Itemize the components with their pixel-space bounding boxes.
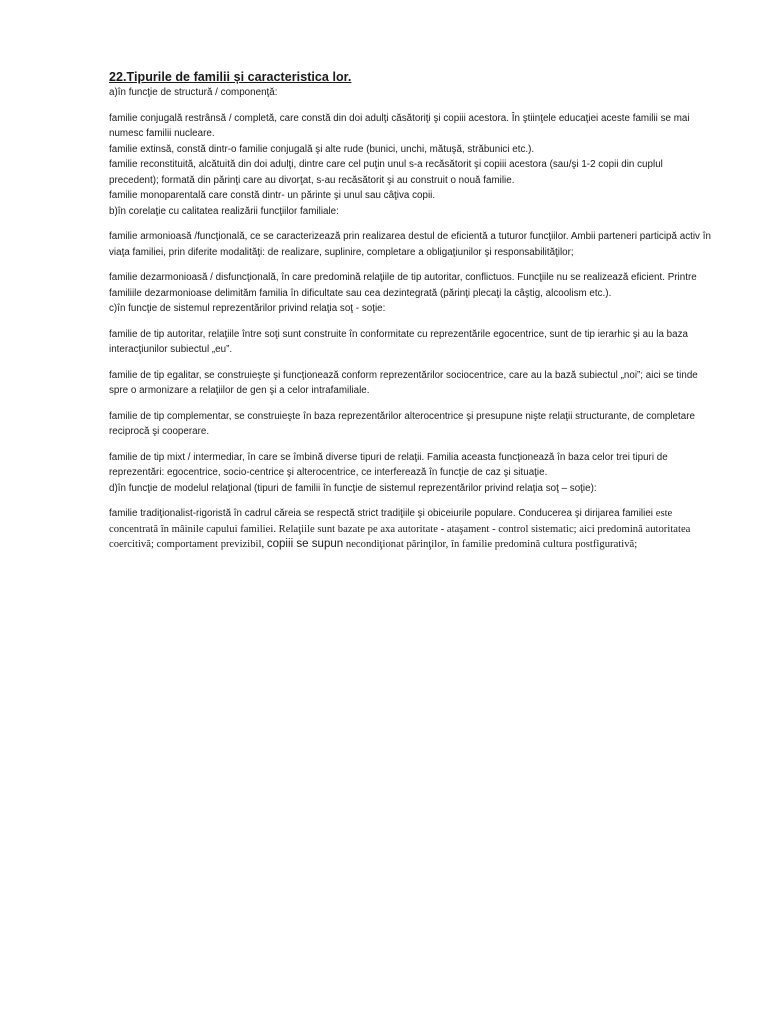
spacer	[109, 399, 715, 409]
document-page	[109, 70, 715, 553]
traditionalist-text-part-3: copiii se supun	[266, 538, 344, 550]
paragraph-monoparental-family: familie monoparentală care constă dintr- un părinte şi unul sau câţiva copii.	[109, 190, 436, 201]
spacer	[109, 317, 715, 327]
section-b-heading: b)în corelaţie cu calitatea realizării funcţiilor familiale:	[109, 205, 339, 217]
traditionalist-text-part-4: necondiţionat părinţilor, în familie predomină cultura postfigurativă;	[343, 539, 638, 550]
document-title: 22.Tipurile de familii și caracteristica lor.	[109, 70, 352, 84]
paragraph-mixed-family: familie de tip mixt / intermediar, în care se îmbină diverse tipuri de relaţii. Familia aceasta funcţionează în baza celor trei tipuri de reprezentări: egocentrice, socio-centrice şi alterocentrice, ce interferează în funcţie de caz şi situaţie.	[109, 451, 668, 478]
spacer	[109, 440, 715, 450]
spacer	[109, 496, 715, 506]
paragraph-extended-family: familie extinsă, constă dintr-o familie conjugală şi alte rude (bunici, unchi, mătuşă, străbunici etc.).	[109, 143, 535, 155]
paragraph-authoritarian-family: familie de tip autoritar, relaţiile între soţi sunt construite în conformitate cu reprezentările egocentrice, sunt de tip ierarhic şi au la baza interacţiunilor subiectul „eu”.	[109, 328, 689, 355]
traditionalist-text-part-1: familie tradiţionalist-rigoristă în cadrul căreia se respectă strict tradiţiile şi obiceiurile populare. Conducerea şi dirijarea familiei	[109, 508, 656, 519]
paragraph-dysfunctional-family: familie dezarmonioasă / disfuncţională, în care predomină relaţiile de tip autoritar, conflictuos. Funcţiile nu se realizează eficient. Printre familiile dezarmonioase delimităm familia în dificultate sau cea dezintegrată (părinţi plecaţi la câştig, alcoolism etc.).	[109, 272, 697, 299]
section-d-heading: d)în funcţie de modelul relaţional (tipuri de familii în funcţie de sistemul reprezentărilor privind relaţia soţ – soţie):	[109, 482, 597, 494]
paragraph-conjugal-family: familie conjugală restrânsă / completă, care constă din doi adulţi căsătoriţi şi copiii acestora. În ştiinţele educaţiei aceste familii se mai numesc familii nucleare.	[109, 112, 690, 139]
spacer	[109, 260, 715, 270]
paragraph-harmonious-family: familie armonioasă /funcţională, ce se caracterizează prin realizarea destul de eficientă a tuturor funcţiilor. Ambii parteneri participă activ în viaţa familiei, prin diferite modalităţi: de realizare, suplinire, completare a obligaţiunilor şi responsabilităţilor;	[109, 231, 711, 258]
paragraph-reconstituted-family: familie reconstituită, alcătuită din doi adulţi, dintre care cel puţin unul s-a recăsătorit şi copiii acestora (sau/şi 1-2 copii din cuplul precedent); formată din părinţi care au divorţat, s-au recăsătorit şi au construit o nouă familie.	[109, 159, 663, 186]
paragraph-egalitarian-family: familie de tip egalitar, se construieşte şi funcţionează conform reprezentărilor sociocentrice, care au la bază subiectul „noi”; aici se tinde spre o armonizare a relaţiilor de gen şi a celor intrafamiliale.	[109, 369, 698, 396]
spacer	[109, 101, 715, 111]
spacer	[109, 219, 715, 229]
paragraph-traditionalist-family	[109, 506, 715, 553]
spacer	[109, 358, 715, 368]
paragraph-complementary-family: familie de tip complementar, se construieşte în baza reprezentărilor alterocentrice şi presupune nişte relaţii structurante, de completare reciprocă şi cooperare.	[109, 410, 695, 437]
traditionalist-text-part-2: este concentrată în mâinile capului familiei. Relaţiile sunt bazate pe axa autoritate - ataşament - control sistematic; aici predomină autoritatea coercitivă; comportament previzibil,	[109, 508, 691, 550]
section-c-heading: c)în funcţie de sistemul reprezentărilor privind relaţia soţ - soţie:	[109, 303, 386, 314]
section-a-heading: a)în funcţie de structură / componenţă:	[109, 87, 278, 98]
